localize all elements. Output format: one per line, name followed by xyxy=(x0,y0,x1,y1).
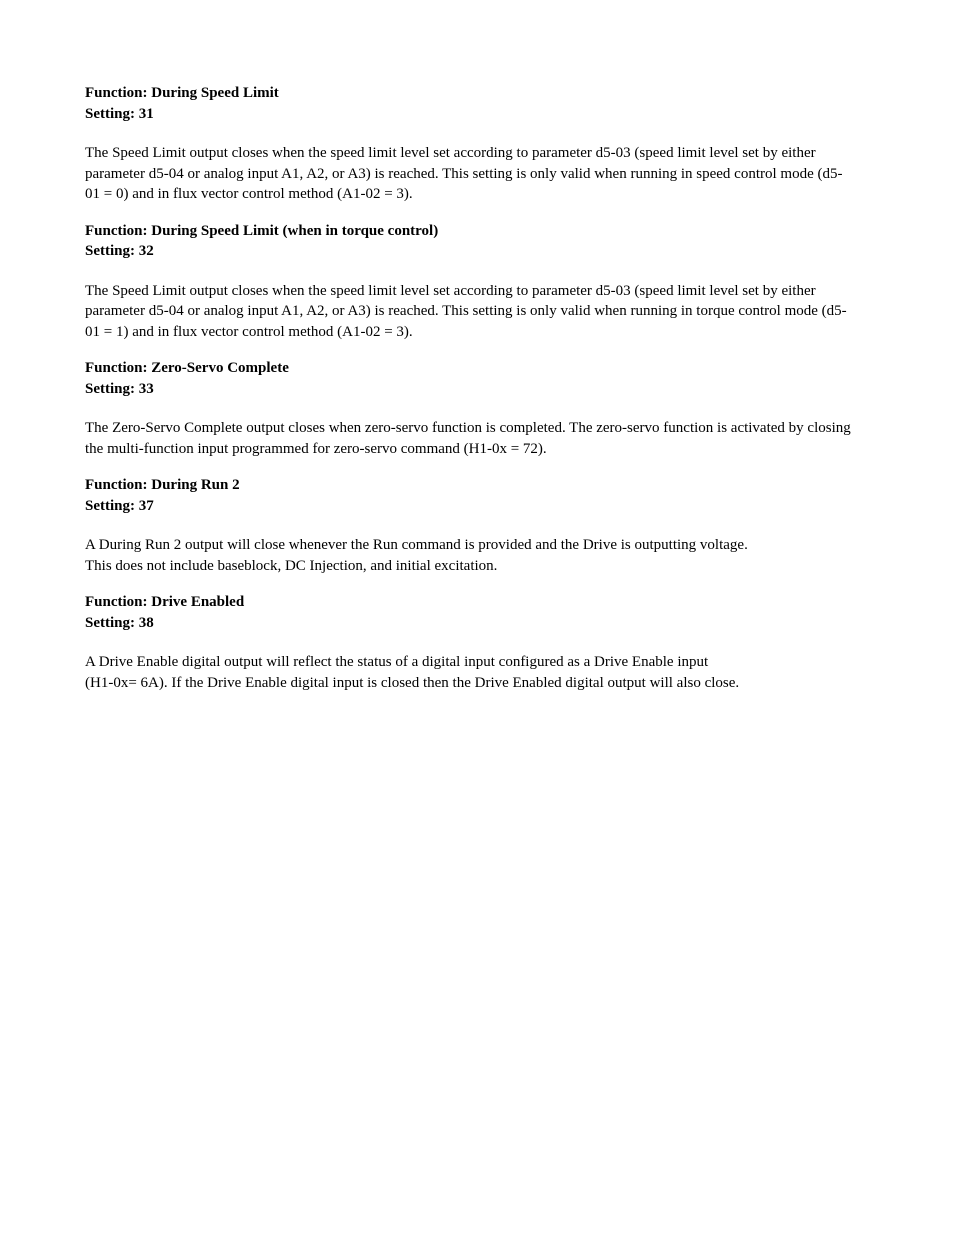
function-label: Function: During Run 2 xyxy=(85,477,240,493)
description-line: The Speed Limit output closes when the speed limit level set according to parameter d5-03 (speed limit level set by either xyxy=(85,145,816,161)
description-line: This does not include baseblock, DC Injection, and initial excitation. xyxy=(85,557,498,574)
description-line: parameter d5-04 or analog input A1, A2, or A3) is reached. This setting is only valid when running in speed control mode (d5- xyxy=(85,165,843,182)
setting-label: Setting: 32 xyxy=(85,243,154,259)
section-during-speed-limit-torque xyxy=(85,221,885,343)
function-label: Function: During Speed Limit xyxy=(85,85,279,101)
setting-label: Setting: 37 xyxy=(85,497,154,514)
description-line: A Drive Enable digital output will reflect the status of a digital input configured as a Drive Enable input xyxy=(85,654,709,670)
description-line: 01 = 0) and in flux vector control method (A1-02 = 3). xyxy=(85,186,413,202)
description-line: 01 = 1) and in flux vector control method (A1-02 = 3). xyxy=(85,323,413,340)
setting-heading xyxy=(85,496,885,517)
function-heading xyxy=(85,358,885,379)
setting-heading xyxy=(85,613,885,634)
setting-label: Setting: 33 xyxy=(85,380,154,397)
description-line: The Zero-Servo Complete output closes when zero-servo function is completed. The zero-servo function is activated by closing xyxy=(85,420,851,436)
section-description xyxy=(85,652,885,693)
setting-heading xyxy=(85,379,885,400)
section-zero-servo-complete xyxy=(85,358,885,459)
function-label: Function: During Speed Limit (when in torque control) xyxy=(85,222,439,239)
section-description xyxy=(85,535,885,576)
description-line: the multi-function input programmed for zero-servo command (H1-0x = 72). xyxy=(85,440,547,457)
description-line: parameter d5-04 or analog input A1, A2, or A3) is reached. This setting is only valid when running in torque control mode (d5- xyxy=(85,303,847,319)
section-description xyxy=(85,418,885,459)
description-line: The Speed Limit output closes when the speed limit level set according to parameter d5-03 (speed limit level set by either xyxy=(85,282,816,299)
setting-label: Setting: 38 xyxy=(85,614,154,631)
section-description xyxy=(85,143,885,205)
function-heading xyxy=(85,592,885,613)
setting-label: Setting: 31 xyxy=(85,105,154,122)
function-heading xyxy=(85,475,885,496)
function-label: Function: Drive Enabled xyxy=(85,594,245,610)
section-description xyxy=(85,281,885,343)
section-during-run-2 xyxy=(85,475,885,576)
section-drive-enabled xyxy=(85,592,885,693)
function-heading xyxy=(85,83,885,104)
function-heading xyxy=(85,221,885,242)
description-line: (H1-0x= 6A). If the Drive Enable digital input is closed then the Drive Enabled digital output will also close. xyxy=(85,674,740,691)
setting-heading xyxy=(85,104,885,125)
description-line: A During Run 2 output will close whenever the Run command is provided and the Drive is outputting voltage. xyxy=(85,537,748,553)
setting-heading xyxy=(85,241,885,262)
function-label: Function: Zero-Servo Complete xyxy=(85,360,289,376)
section-during-speed-limit xyxy=(85,83,885,205)
document-page xyxy=(85,83,885,709)
